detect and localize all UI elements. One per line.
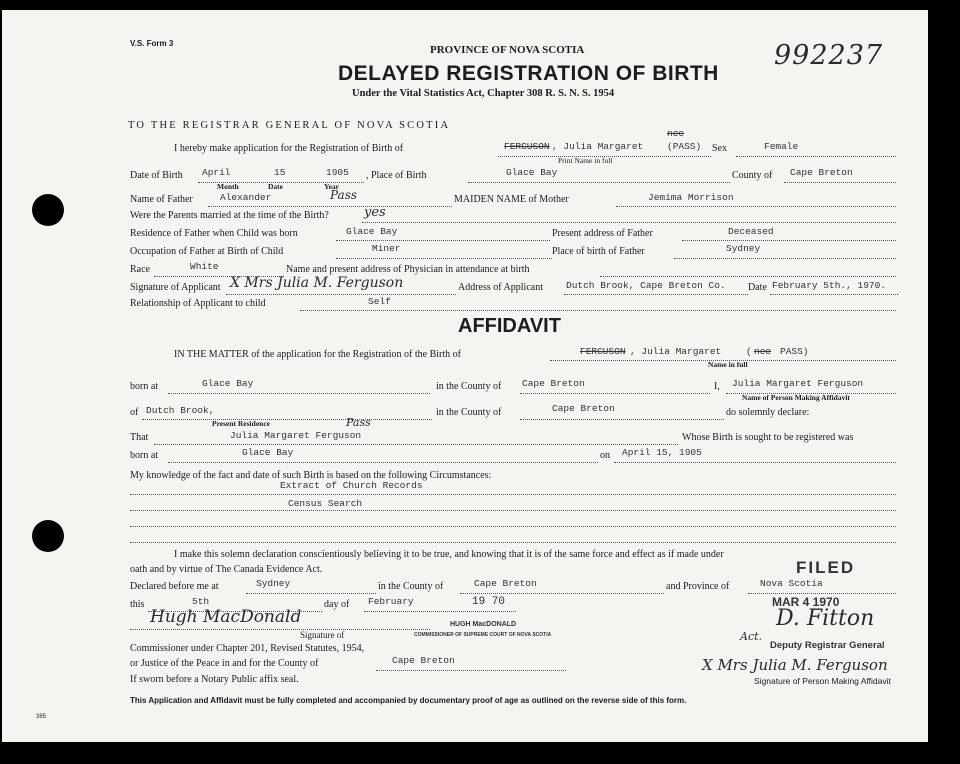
province-value: Nova Scotia — [760, 578, 823, 589]
solemn-text-1: I make this solemn declaration conscientiously believing it to be true, and knowing that it is of the same force and effect as if made under — [174, 549, 724, 560]
affidavit-heading: AFFIDAVIT — [458, 315, 561, 337]
jp-value: Cape Breton — [392, 655, 455, 666]
pob-father-label: Place of birth of Father — [552, 246, 645, 257]
applicant-signature: X Mrs Julia M. Ferguson — [230, 275, 404, 291]
occupation-label: Occupation of Father at Birth of Child — [130, 246, 284, 257]
birth-registration-form — [2, 10, 928, 742]
occupation-value: Miner — [372, 243, 401, 254]
notary-line: If sworn before a Notary Public affix seal. — [130, 674, 299, 685]
surname-struck: FERGUSON — [504, 141, 550, 152]
declared-value: Sydney — [256, 578, 291, 589]
dob-year: 1905 — [326, 167, 349, 178]
aff-surname-struck: FERGUSON — [580, 346, 626, 357]
maiden-label: MAIDEN NAME of Mother — [454, 194, 569, 205]
born-at2-label: born at — [130, 450, 159, 461]
day-of-value: February — [368, 596, 414, 607]
knowledge-text: My knowledge of the fact and date of such Birth is based on the following Circumstances: — [130, 470, 492, 481]
residence-hint: Present Residence — [212, 419, 270, 428]
race-label: Race — [130, 264, 150, 275]
married-label: Were the Parents married at the time of the Birth? — [130, 210, 329, 221]
application-intro: I hereby make application for the Registration of Birth of — [174, 143, 404, 154]
physician-label: Name and present address of Physician in attendance at birth — [286, 264, 530, 275]
aff-county2-label: in the County of — [436, 407, 502, 418]
applicant-sig-label: Signature of Applicant — [130, 282, 221, 293]
form-id: V.S. Form 3 — [130, 39, 174, 48]
race-value: White — [190, 261, 219, 272]
page-subtitle: Under the Vital Statistics Act, Chapter 308 R. S. N. S. 1954 — [352, 88, 615, 99]
date-hint: Date — [268, 182, 283, 191]
aff-pass: PASS) — [780, 346, 809, 357]
father-label: Name of Father — [130, 194, 193, 205]
relationship-value: Self — [368, 296, 391, 307]
place-label: , Place of Birth — [366, 170, 427, 181]
this-label: this — [130, 599, 145, 610]
print-name-hint: Print Name in full — [558, 156, 613, 165]
this-value: 5th — [192, 596, 210, 607]
punch-hole — [32, 194, 64, 226]
aff-county-value: Cape Breton — [522, 378, 585, 389]
res-father-value: Glace Bay — [346, 226, 398, 237]
in-matter-text: IN THE MATTER of the application for the Registration of the Birth of — [174, 349, 461, 360]
dob-month: April — [202, 167, 231, 178]
child-name: , Julia Margaret — [552, 141, 644, 152]
pob-father-value: Sydney — [726, 243, 761, 254]
on-value: April 15, 1905 — [622, 447, 702, 458]
born-at-value: Glace Bay — [202, 378, 254, 389]
jp-line: or Justice of the Peace in and for the County of — [130, 658, 319, 669]
registrar-title: Deputy Registrar General — [770, 640, 885, 651]
applicant-addr-label: Address of Applicant — [458, 282, 543, 293]
province-label: and Province of — [666, 581, 730, 592]
applicant-addr-value: Dutch Brook, Cape Breton Co. — [566, 280, 726, 291]
married-value: yes — [364, 205, 386, 220]
res-father-label: Residence of Father when Child was born — [130, 228, 298, 239]
dob-date: 15 — [274, 167, 286, 178]
aff-nee-struck: nee — [754, 346, 772, 357]
of-label: of — [130, 407, 139, 418]
filed-stamp: FILED — [796, 558, 856, 577]
registrar-signature: D. Fitton — [776, 606, 875, 631]
to-registrar-line: TO THE REGISTRAR GENERAL OF NOVA SCOTIA — [128, 120, 451, 131]
born-at-label: born at — [130, 381, 159, 392]
year-value: 19 70 — [472, 596, 506, 608]
year-hint: Year — [324, 182, 339, 191]
declared-county-value: Cape Breton — [474, 578, 537, 589]
dob-label: Date of Birth — [130, 170, 183, 181]
nee-struck: nee — [667, 128, 685, 139]
commissioner-stamp-title: COMMISSIONER OF SUPREME COURT OF NOVA SCOTIA — [414, 632, 552, 638]
whose-text: Whose Birth is sought to be registered was — [682, 432, 854, 443]
that-hand-pass: Pass — [346, 416, 371, 429]
maker-sig-hint: Signature of Person Making Affidavit — [754, 676, 891, 686]
commissioner-line: Commissioner under Chapter 201, Revised Statutes, 1954, — [130, 643, 365, 654]
present-addr-label: Present address of Father — [552, 228, 653, 239]
punch-hole — [32, 520, 64, 552]
solemn-text-2: oath and by virtue of The Canada Evidence Act. — [130, 564, 323, 575]
father-surname-hand: Pass — [330, 188, 358, 202]
page-title: DELAYED REGISTRATION OF BIRTH — [338, 62, 719, 85]
name-in-full-hint: Name in full — [708, 360, 748, 369]
sex-value: Female — [764, 141, 799, 152]
maiden-pass: (PASS) — [667, 141, 702, 152]
signature-of-label: Signature of — [300, 630, 345, 640]
circumstance-2: Census Search — [288, 498, 363, 509]
relationship-label: Relationship of Applicant to child — [130, 298, 266, 309]
deponent-name: Julia Margaret Ferguson — [732, 378, 864, 389]
commissioner-signature: Hugh MacDonald — [150, 607, 302, 627]
that-value: Julia Margaret Ferguson — [230, 430, 362, 441]
that-label: That — [130, 432, 149, 443]
province-heading: PROVINCE OF NOVA SCOTIA — [430, 44, 585, 56]
on-label: on — [600, 450, 610, 461]
county-label: County of — [732, 170, 773, 181]
maker-signature: X Mrs Julia M. Ferguson — [702, 656, 888, 674]
declare-text: do solemnly declare: — [726, 407, 810, 418]
sex-label: Sex — [712, 143, 727, 154]
date-label: Date — [748, 282, 767, 293]
place-value: Glace Bay — [506, 167, 558, 178]
month-hint: Month — [217, 182, 239, 191]
aff-paren: ( — [746, 346, 752, 357]
footer-note: This Application and Affidavit must be fully completed and accompanied by documentary proof of age as outlined on the reverse side of this form. — [130, 696, 687, 705]
corner-code: 385 — [36, 714, 47, 720]
county-value: Cape Breton — [790, 167, 853, 178]
aff-child-name: , Julia Margaret — [630, 346, 722, 357]
maker-hint: Name of Person Making Affidavit — [742, 393, 850, 402]
father-value: Alexander — [220, 192, 272, 203]
registration-number: 992237 — [774, 40, 884, 71]
born-at2-value: Glace Bay — [242, 447, 294, 458]
date-value: February 5th., 1970. — [772, 280, 887, 291]
aff-county2-value: Cape Breton — [552, 403, 615, 414]
registrar-prefix: Act. — [740, 630, 763, 643]
present-addr-value: Deceased — [728, 226, 774, 237]
declared-label: Declared before me at — [130, 581, 219, 592]
declared-county-label: in the County of — [378, 581, 444, 592]
commissioner-stamp-name: HUGH MacDONALD — [450, 621, 517, 628]
i-label: I, — [714, 381, 720, 392]
deponent-residence: Dutch Brook, — [146, 405, 215, 416]
aff-county-label: in the County of — [436, 381, 502, 392]
maiden-value: Jemima Morrison — [648, 192, 734, 203]
filed-date-stamp: MAR 4 1970 — [772, 595, 840, 609]
day-of-label: day of — [324, 599, 350, 610]
circumstance-1: Extract of Church Records — [280, 480, 423, 491]
